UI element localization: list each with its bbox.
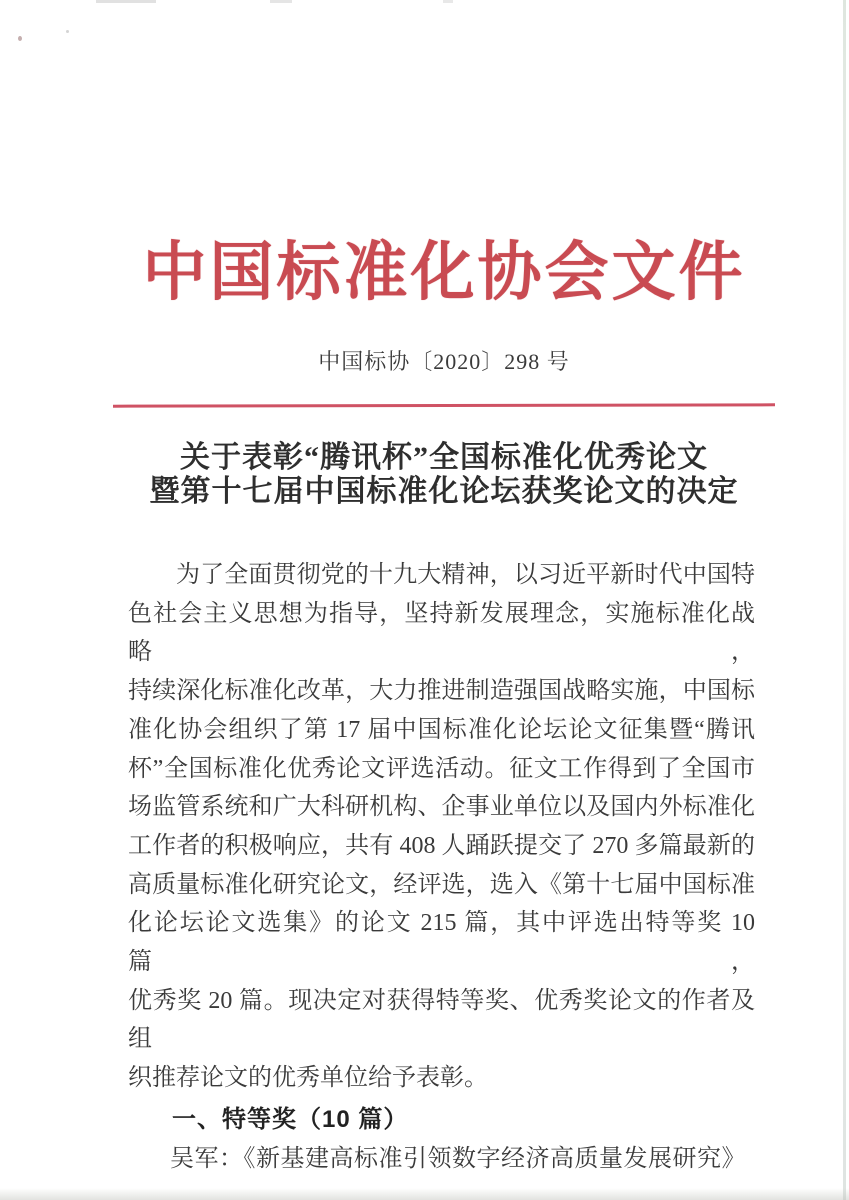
decision-title-line2: 暨第十七届中国标准化论坛获奖论文的决定 bbox=[149, 475, 739, 508]
document-content bbox=[113, 0, 775, 1200]
body-line: 场监管系统和广大科研机构、企事业单位以及国内外标准化 bbox=[128, 794, 755, 821]
body-line: 工作者的积极响应，共有 408 人踊跃提交了 270 多篇最新的 bbox=[128, 832, 755, 859]
document-number: 中国标协〔2020〕298 号 bbox=[318, 349, 570, 374]
scan-speck bbox=[66, 30, 69, 33]
body-line: 优秀奖 20 篇。现决定对获得特等奖、优秀奖论文的作者及组 bbox=[128, 987, 755, 1053]
body-line: 准化协会组织了第 17 届中国标准化论坛论文征集暨“腾讯 bbox=[128, 716, 755, 743]
body-line: 持续深化标准化改革，大力推进制造强国战略实施，中国标 bbox=[128, 678, 755, 705]
scan-edge-shadow-bottom bbox=[0, 1188, 849, 1200]
scan-speck bbox=[18, 36, 22, 41]
body-line: 高质量标准化研究论文，经评选，选入《第十七届中国标准 bbox=[128, 871, 755, 898]
body-line: 织推荐论文的优秀单位给予表彰。 bbox=[128, 1065, 488, 1092]
body-line: 杯”全国标准化优秀论文评选活动。征文工作得到了全国市 bbox=[128, 755, 755, 782]
red-separator-rule bbox=[113, 403, 775, 407]
body-line: 为了全面贯彻党的十九大精神，以习近平新时代中国特 bbox=[176, 562, 755, 588]
body-line: 化论坛论文选集》的论文 215 篇，其中评选出特等奖 10 篇， bbox=[128, 910, 755, 976]
body-line: 色社会主义思想为指导，坚持新发展理念，实施标准化战略， bbox=[128, 600, 755, 666]
body-paragraph bbox=[128, 556, 755, 1178]
scan-edge-shadow-right bbox=[843, 0, 846, 1200]
section-heading-special-award: 一、特等奖（10 篇） bbox=[172, 1105, 409, 1133]
decision-title-line1: 关于表彰“腾讯杯”全国标准化优秀论文 bbox=[180, 441, 708, 474]
award-entry: 吴军：《新基建高标准引领数字经济高质量发展研究》 bbox=[170, 1145, 746, 1172]
letterhead-title: 中国标准化协会文件 bbox=[142, 237, 746, 308]
decision-title bbox=[113, 441, 775, 509]
